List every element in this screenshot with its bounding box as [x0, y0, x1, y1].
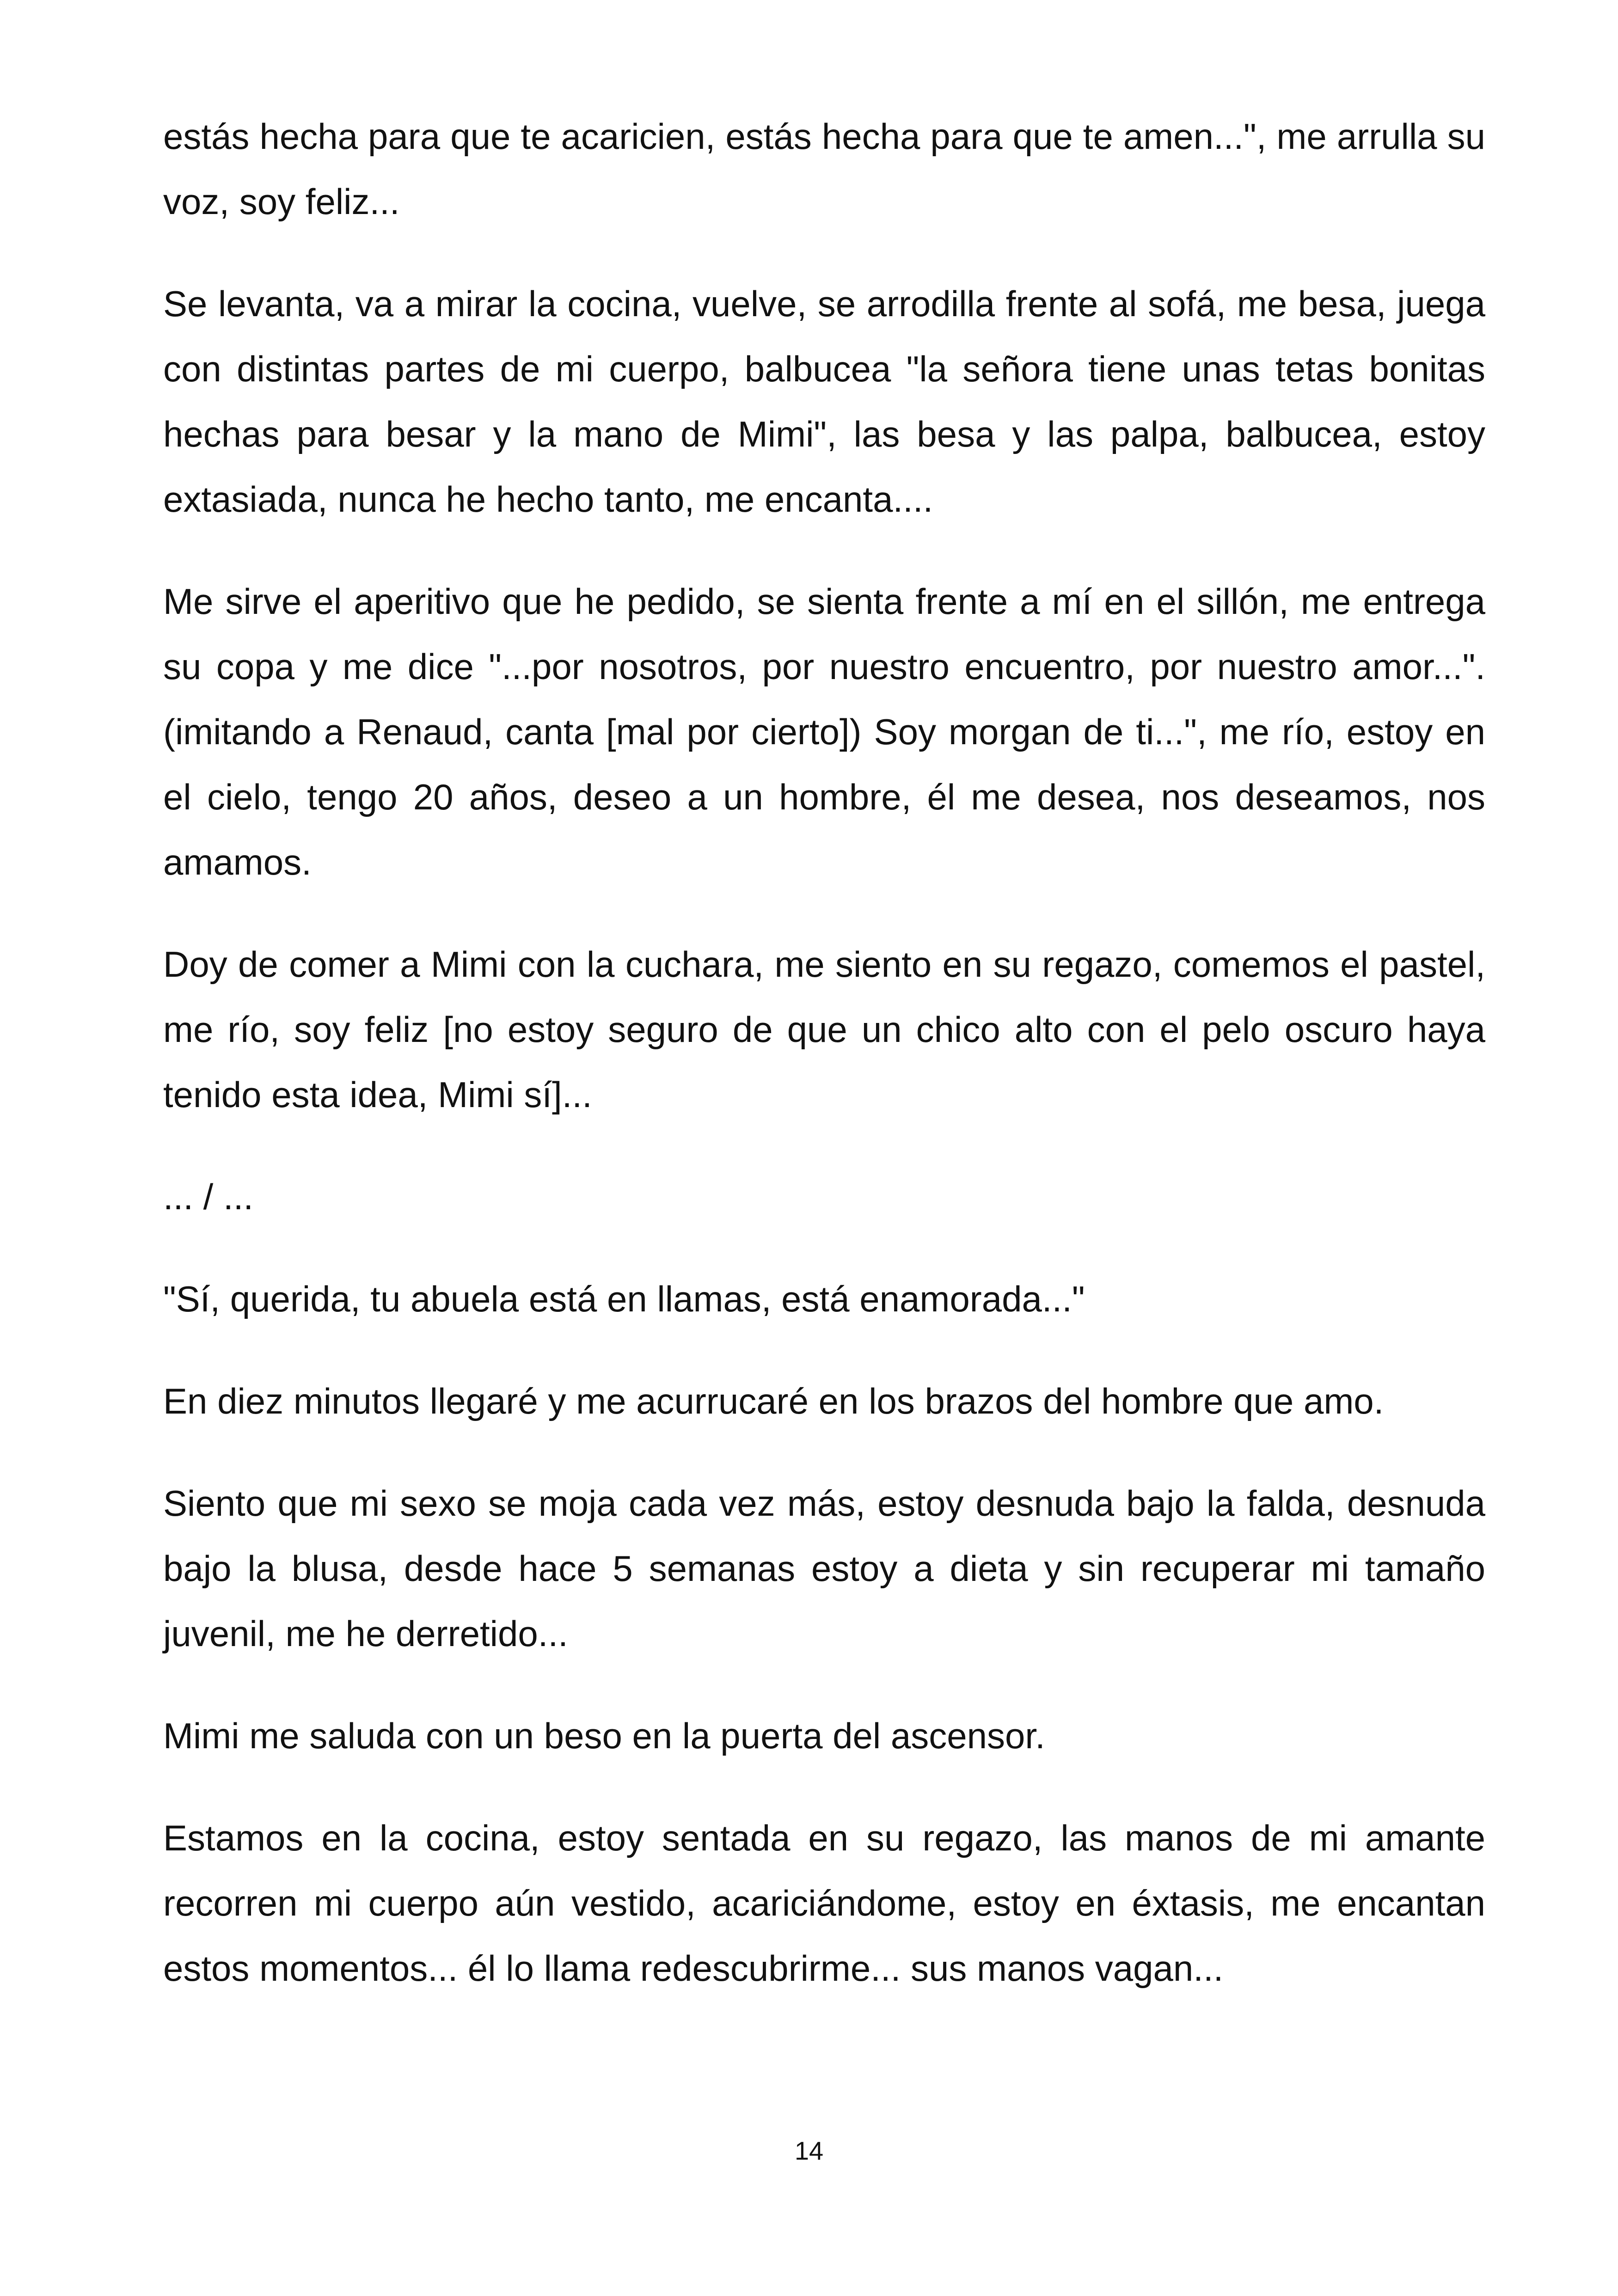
paragraph-5: "Sí, querida, tu abuela está en llamas, está enamorada..." [163, 1279, 1085, 1319]
paragraph-8: Mimi me saluda con un beso en la puerta del ascensor. [163, 1715, 1045, 1756]
paragraph-7: Siento que mi sexo se moja cada vez más, estoy desnuda bajo la falda, desnuda bajo la blusa, desde hace 5 semanas estoy a dieta y sin recuperar mi tamaño juvenil, me he derretido... [163, 1483, 1485, 1654]
paragraph-4: Doy de comer a Mimi con la cuchara, me siento en su regazo, comemos el pastel, me río, soy feliz [no estoy seguro de que un chico alto con el pelo oscuro haya tenido esta idea, Mimi sí]... [163, 944, 1485, 1115]
paragraph-2: Se levanta, va a mirar la cocina, vuelve, se arrodilla frente al sofá, me besa, juega con distintas partes de mi cuerpo, balbucea "la señora tiene unas tetas bonitas hechas para besar y la mano de Mimi", las besa y las palpa, balbucea, estoy extasiada, nunca he hecho tanto, me encanta.... [163, 283, 1485, 520]
paragraph-1: estás hecha para que te acaricien, estás hecha para que te amen...", me arrulla su voz, soy feliz... [163, 116, 1485, 222]
paragraph-6: En diez minutos llegaré y me acurrucaré en los brazos del hombre que amo. [163, 1381, 1384, 1421]
section-break: ... / ... [163, 1176, 254, 1217]
page-number: 14 [794, 2136, 824, 2165]
paragraph-9: Estamos en la cocina, estoy sentada en su regazo, las manos de mi amante recorren mi cuerpo aún vestido, acariciándome, estoy en éxtasis, me encantan estos momentos... él lo llama redescubrirme... sus manos vagan... [163, 1818, 1485, 1989]
paragraph-3: Me sirve el aperitivo que he pedido, se sienta frente a mí en el sillón, me entrega su copa y me dice "...por nosotros, por nuestro encuentro, por nuestro amor...". (imitando a Renaud, canta [mal por cierto]) Soy morgan de ti...", me río, estoy en el cielo, tengo 20 años, deseo a un hombre, él me desea, nos deseamos, nos amamos. [163, 581, 1485, 882]
body-text [163, 104, 1485, 2001]
